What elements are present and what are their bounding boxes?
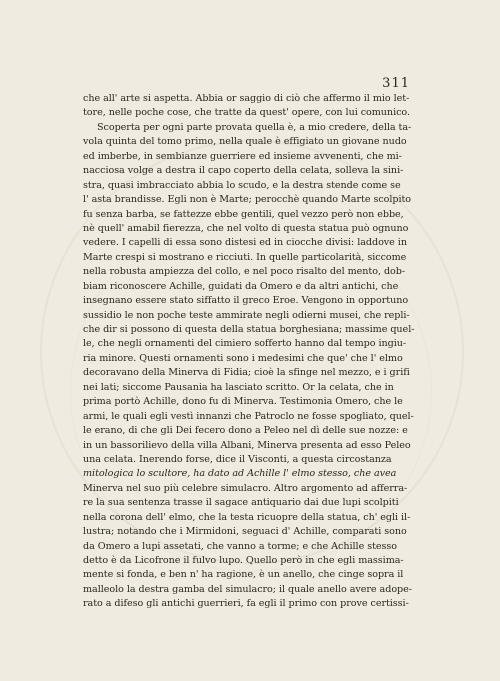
text-line: Scoperta per ogni parte provata quella è, a mio credere, della ta-	[97, 121, 412, 133]
body-text	[83, 92, 415, 612]
text-line: rato a difeso gli antichi guerrieri, fa egli il primo con prove certissi-	[83, 598, 409, 610]
text-line: le, che negli ornamenti del cimiero sofferto hanno dal tempo ingiu-	[83, 338, 407, 350]
text-line: biam riconoscere Achille, guidati da Omero e da altri antichi, che	[83, 280, 399, 292]
text-line: che dir si possono di questa della statua borghesiana; massime quel-	[83, 324, 415, 335]
text-line: Minerva nel suo più celebre simulacro. Altro argomento ad afferra-	[83, 482, 408, 494]
text-line: nella robusta ampiezza del collo, e nel poco risalto del mento, dob-	[83, 266, 406, 278]
text-line: lustra; notando che i Mirmidoni, seguaci d' Achille, comparati sono	[83, 526, 407, 538]
text-line: da Omero a lupi assetati, che vanno a torme; e che Achille stesso	[83, 540, 397, 552]
text-line: mente si fonda, e ben n' ha ragione, è un anello, che cinge sopra il	[83, 569, 404, 581]
text-line: fu senza barba, se fattezze ebbe gentili, quel vezzo però non ebbe,	[83, 208, 404, 220]
text-line: ed imberbe, in sembianze guerriere ed insieme avvenenti, che mi-	[83, 150, 402, 162]
text-line: malleolo la destra gamba del simulacro; il quale anello avere adope-	[83, 583, 412, 595]
text-line: re la sua sentenza trasse il sagace antiquario dai due lupi scolpiti	[83, 497, 399, 509]
text-line: in un bassorilievo della villa Albani, Minerva presenta ad esso Peleo	[83, 439, 411, 451]
text-line: Marte crespi si mostrano e ricciuti. In quelle particolarità, siccome	[83, 251, 407, 263]
text-line: mitologica lo scultore, ha dato ad Achille l' elmo stesso, che avea	[83, 468, 397, 480]
text-line: nacciosa volge a destra il capo coperto della celata, solleva la sini-	[83, 165, 404, 177]
text-line: sussidio le non poche teste ammirate negli odierni musei, che repli-	[83, 309, 410, 321]
text-line: armi, le quali egli vestì innanzi che Patroclo ne fosse spogliato, quel-	[83, 410, 414, 422]
text-line: vedere. I capelli di essa sono distesi ed in ciocche divisi: laddove in	[83, 237, 407, 249]
text-line: stra, quasi imbracciato abbia lo scudo, e la destra stende come se	[83, 179, 401, 191]
text-line: vola quinta del tomo primo, nella quale è effigiato un giovane nudo	[83, 136, 407, 148]
text-line: tore, nelle poche cose, che tratte da quest' opere, con lui comunico.	[83, 107, 410, 119]
text-line: decoravano della Minerva di Fidia; cioè la sfinge nel mezzo, e i grifi	[83, 367, 410, 379]
text-line: nella corona dell' elmo, che la testa ricuopre della statua, ch' egli il-	[83, 511, 411, 523]
page-number: 311	[382, 76, 410, 91]
text-line: nè quell' amabil fierezza, che nel volto di questa statua può ognuno	[83, 222, 409, 234]
text-line: prima portò Achille, dono fu di Minerva. Testimonia Omero, che le	[83, 396, 403, 408]
text-line: detto è da Licofrone il fulvo lupo. Quello però in che egli massima-	[83, 555, 404, 566]
text-line: l' asta brandisse. Egli non è Marte; perocchè quando Marte scolpito	[83, 194, 412, 206]
text-line: una celata. Inerendo forse, dice il Visconti, a questa circostanza	[83, 453, 392, 465]
text-line: le erano, di che gli Dei fecero dono a Peleo nel dì delle sue nozze: e	[83, 425, 408, 437]
text-line: insegnano essere stato siffatto il greco Eroe. Vengono in opportuno	[83, 295, 409, 307]
text-line: che all' arte si aspetta. Abbia or saggio di ciò che affermo il mio let-	[83, 93, 410, 104]
text-line: ria minore. Questi ornamenti sono i medesimi che que' che l' elmo	[83, 352, 403, 364]
text-line: nei lati; siccome Pausania ha lasciato scritto. Or la celata, che in	[83, 381, 394, 393]
